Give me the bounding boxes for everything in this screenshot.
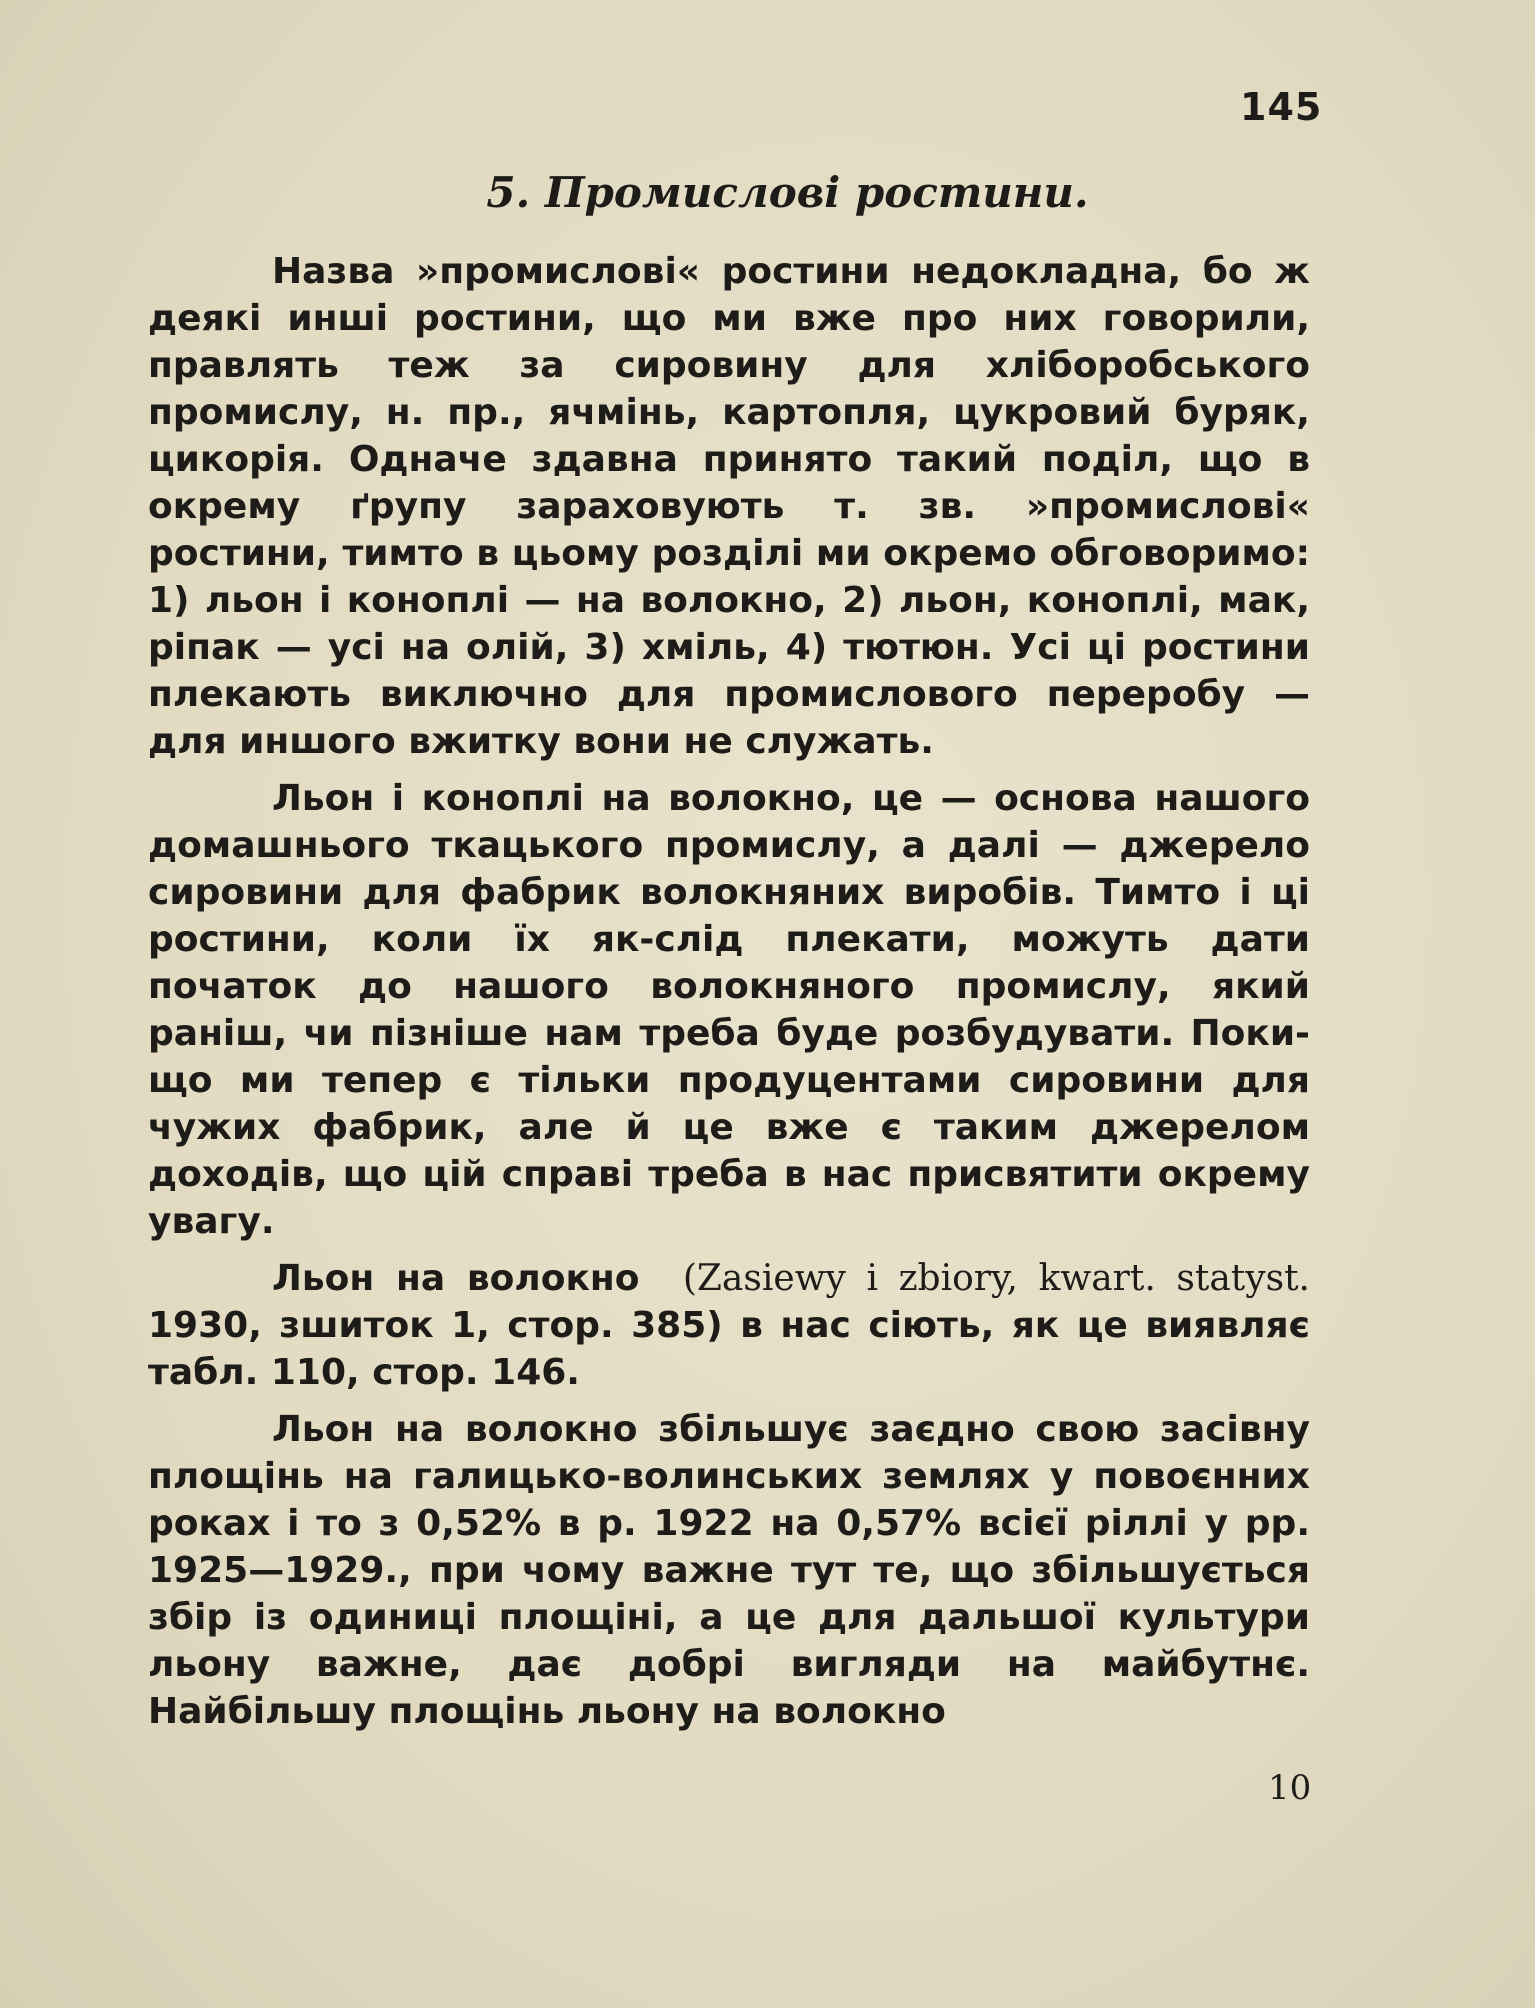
paragraph-4: Льон на волокно збільшує заєдно свою засівну площінь на галицько-волинських землях у повоєнних роках і то з 0,52% в р. 1922 на 0,57% всієї ріллі у рр. 1925—1929., при чому важне тут те, що збільшується збір із одиниці площіні, а це для дальшої культури льону важне, дає добрі вигляди на майбутнє. Найбільшу площінь льону на волокно bbox=[148, 1409, 1310, 1732]
paragraph-3 bbox=[148, 1255, 1310, 1396]
section-title: 5. Промислові ростини. bbox=[486, 168, 1089, 217]
printer-signature: 10 bbox=[1268, 1768, 1312, 1808]
paragraph-3-lead: Льон на волокно bbox=[272, 1258, 640, 1299]
paragraph-2: Льон і коноплі на волокно, це — основа нашого домашнього ткацького промислу, а далі — джерело сировини для фабрик волокняних виробів. Тимто і ці ростини, коли їх як-слід плекати, можуть дати початок до нашого волокняного промислу, який раніш, чи пізніше нам треба буде розбудувати. Поки-що ми тепер є тільки продуцентами сировини для чужих фабрик, але й це вже є таким джерелом доходів, що цій справі треба в нас присвятити окрему увагу. bbox=[148, 778, 1310, 1242]
paragraph-3-text: 1930, зшиток 1, стор. 385) в нас сіють, як це виявляє табл. 110, стор. 146. bbox=[148, 1305, 1310, 1393]
paragraph-1: Назва »промислові« ростини недокладна, бо ж деякі инші ростини, що ми вже про них говорили, правлять теж за сировину для хліборобського промислу, н. пр., ячмінь, картопля, цукровий буряк, цикорія. Одначе здавна принято такий поділ, що в окрему ґрупу зараховують т. зв. »промислові« ростини, тимто в цьому розділі ми окремо обговоримо: 1) льон і коноплі — на волокно, 2) льон, коноплі, мак, ріпак — усі на олій, 3) хміль, 4) тютюн. Усі ці ростини плекають виключно для промислового переробу — для иншого вжитку вони не служать. bbox=[148, 251, 1310, 762]
paragraph-3-citation: (Zasiewy i zbiory, kwart. statyst. bbox=[682, 1258, 1310, 1299]
page-number: 145 bbox=[1240, 85, 1323, 129]
body-text bbox=[148, 248, 1310, 1735]
